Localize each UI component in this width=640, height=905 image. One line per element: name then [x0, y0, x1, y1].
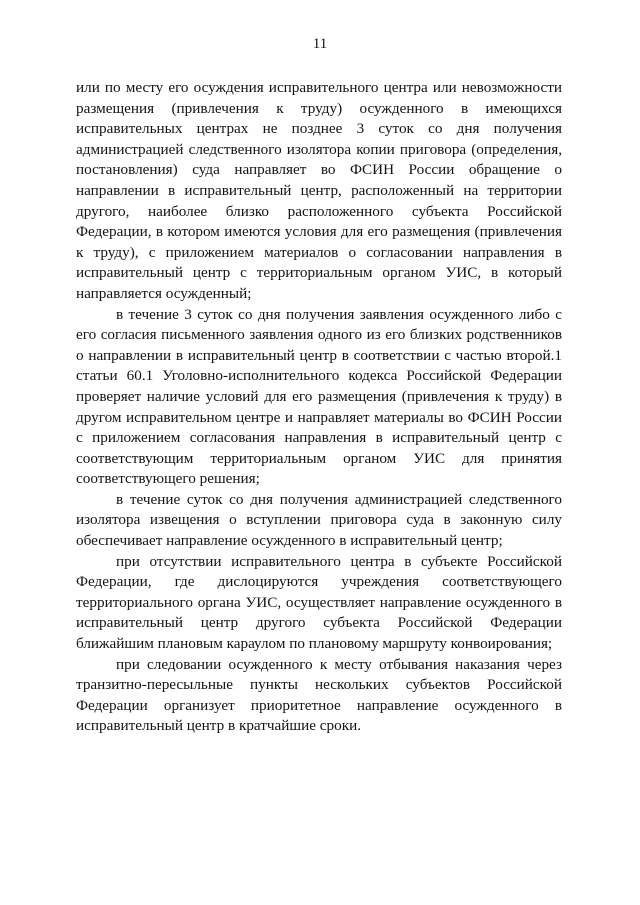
document-body	[76, 78, 562, 737]
paragraph-transit-points: при следовании осужденного к месту отбывания наказания через транзитно-пересыльные пункты нескольких субъектов Российской Федерации организует приоритетное направление осужденного в исправительный центр в кратчайшие сроки.	[76, 655, 562, 735]
paragraph-continuation: или по месту его осуждения исправительного центра или невозможности размещения (привлечения к труду) осужденного в имеющихся исправительных центрах не позднее 3 суток со дня получения администрацией следственного изолятора копии приговора (определения, постановления) суда направляет во ФСИН России обращение о направлении в исправительный центр, расположенный на территории другого, наиболее близко расположенного субъекта Российской Федерации, в котором имеются условия для его размещения (привлечения к труду), с приложением материалов о согласовании направления в исправительный центр с территориальным органом УИС, в который направляется осужденный;	[76, 79, 562, 302]
paragraph-no-center-in-region: при отсутствии исправительного центра в субъекте Российской Федерации, где дислоцируются учреждения соответствующего территориального органа УИС, осуществляет направление осужденного в исправительный центр другого субъекта Российской Федерации ближайшим плановым караулом по плановому маршруту конвоирования;	[76, 552, 562, 653]
paragraph-sentence-in-force: в течение суток со дня получения администрацией следственного изолятора извещения о вступлении приговора суда в законную силу обеспечивает направление осужденного в исправительный центр;	[76, 490, 562, 550]
page-number: 11	[312, 36, 328, 52]
paragraph-application-procedure: в течение 3 суток со дня получения заявления осужденного либо с его согласия письменного заявления одного из его близких родственников о направлении в исправительный центр в соответствии с частью второй.1 статьи 60.1 Уголовно-исполнительного кодекса Российской Федерации проверяет наличие условий для его размещения (привлечения к труду) в другом исправительном центре и направляет материалы во ФСИН России с приложением согласования направления в исправительный центр с соответствующим территориальным органом УИС для принятия соответствующего решения;	[76, 305, 562, 488]
